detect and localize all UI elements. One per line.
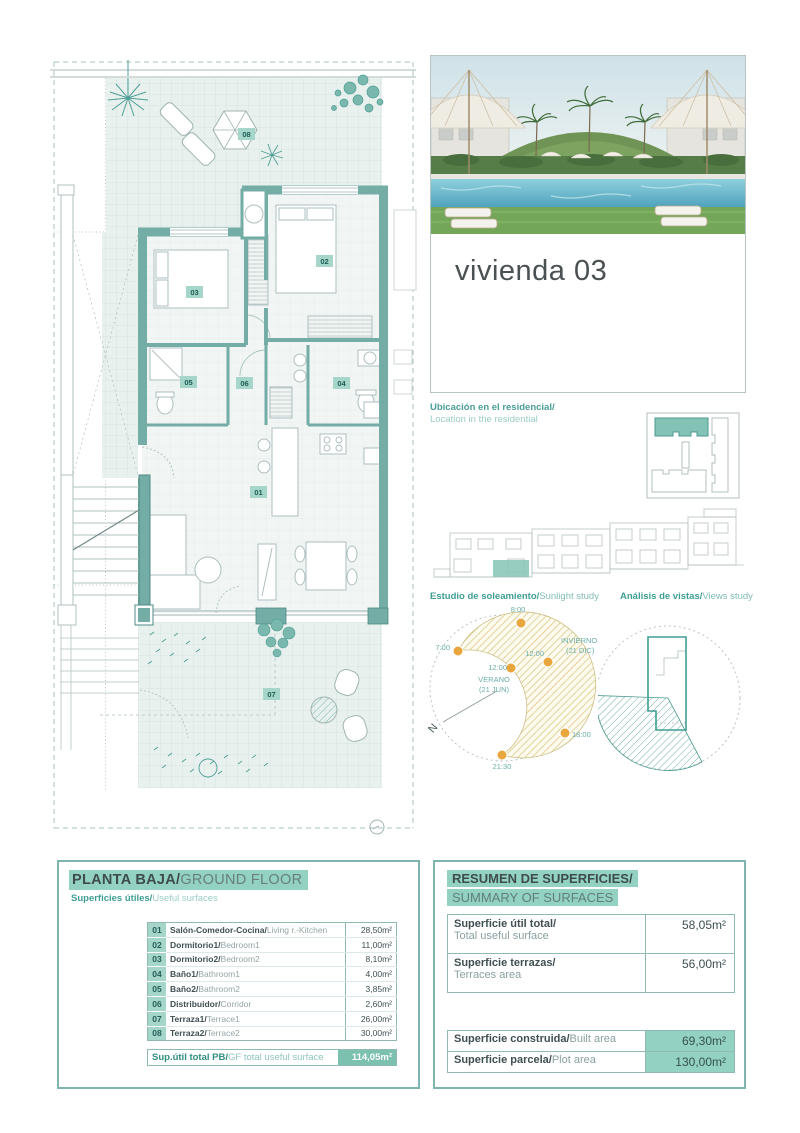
north-arrow-icon [426, 691, 497, 735]
survey-marker-icon [370, 820, 384, 834]
summary-title-en: SUMMARY OF SURFACES [447, 889, 618, 906]
table-row: 01 Salón-Comedor-Cocina/Living r.-Kitchen 28,50m² [148, 923, 397, 938]
table-row: 05 Baño2/Bathroom2 3,85m² [148, 982, 397, 997]
unit-block-highlight [655, 418, 708, 436]
unit-title: vivienda 03 [455, 255, 608, 287]
terrace-table [311, 697, 337, 723]
svg-text:08: 08 [242, 130, 251, 139]
table-row: Superficie construida/Built area 69,30m² [448, 1031, 735, 1052]
svg-text:(21 DIC): (21 DIC) [566, 646, 595, 655]
room-label-01 [250, 486, 267, 498]
unit-card [430, 55, 746, 393]
svg-text:04: 04 [337, 379, 346, 388]
elevation-drawing [428, 503, 746, 591]
summary-title-es: RESUMEN DE SUPERFICIES/ [447, 870, 638, 887]
room-label-04 [333, 377, 350, 389]
summary-built-table [447, 1030, 735, 1073]
terrace-07-paving [138, 622, 382, 788]
svg-text:02: 02 [320, 257, 329, 266]
views-study-title: Análisis de vistas/Views study [620, 591, 753, 602]
total-useful-value: 114,05m² [338, 1050, 396, 1065]
table-row: Superficie terrazas/ Terraces area 56,00m² [448, 954, 735, 993]
svg-text:06: 06 [240, 379, 249, 388]
table-row: 04 Baño1/Bathroom1 4,00m² [148, 967, 397, 982]
plan-table-title: PLANTA BAJA/GROUND FLOOR [69, 870, 308, 890]
room-label-06 [236, 377, 253, 389]
table-row: Superficie útil total/ Total useful surface 58,05m² [448, 915, 735, 954]
svg-text:03: 03 [190, 288, 199, 297]
room-label-07 [263, 688, 280, 700]
residential-photo [431, 56, 745, 234]
table-row: 07 Terraza1/Terrace1 26,00m² [148, 1011, 397, 1026]
useful-surfaces-table [147, 922, 397, 1041]
svg-text:(21 JUN): (21 JUN) [478, 685, 510, 694]
table-row: 06 Distribuidor/Corridor 2,60m² [148, 996, 397, 1011]
table-row: 02 Dormitorio1/Bedroom1 11,00m² [148, 937, 397, 952]
sunlight-study-title: Estudio de soleamiento/Sunlight study [430, 591, 599, 602]
total-useful-row: Sup.útil total PB/GF total useful surface 114,05m² [147, 1049, 397, 1066]
svg-text:05: 05 [184, 378, 193, 387]
summary-main-table [447, 914, 735, 993]
table-row: 08 Terraza2/Terrace2 30,00m² [148, 1026, 397, 1041]
views-diagram [598, 603, 756, 775]
unit-elevation-highlight [493, 560, 529, 577]
location-label-es: Ubicación en el residencial/ [430, 402, 555, 413]
table-row: Superficie parcela/Plot area 130,00m² [448, 1052, 735, 1073]
floor-plan [50, 50, 420, 840]
site-minimap [645, 407, 745, 502]
room-label-05 [180, 376, 197, 388]
room-label-08 [238, 128, 255, 140]
plan-table-subtitle: Superficies útiles/Useful surfaces [71, 893, 218, 904]
svg-text:INVIERNO: INVIERNO [561, 636, 598, 645]
plan-table-box [57, 860, 420, 1089]
svg-text:12:00: 12:00 [488, 663, 507, 672]
svg-text:12:00: 12:00 [525, 649, 544, 658]
location-label [430, 402, 555, 426]
svg-text:8:00: 8:00 [510, 605, 526, 614]
summary-box [433, 860, 746, 1089]
room-label-02 [316, 255, 333, 267]
entry-nook [242, 190, 266, 238]
svg-text:VERANO: VERANO [478, 675, 510, 684]
table-row: 03 Dormitorio2/Bedroom2 8,10m² [148, 952, 397, 967]
sunlight-diagram [420, 600, 620, 805]
svg-text:21:30: 21:30 [492, 762, 512, 771]
svg-text:01: 01 [254, 488, 263, 497]
svg-text:07: 07 [267, 690, 276, 699]
location-label-en: Location in the residential [430, 414, 538, 425]
svg-text:18:00: 18:00 [572, 730, 591, 739]
svg-text:N: N [426, 721, 441, 736]
room-label-03 [186, 286, 203, 298]
svg-text:7:00: 7:00 [435, 643, 450, 652]
